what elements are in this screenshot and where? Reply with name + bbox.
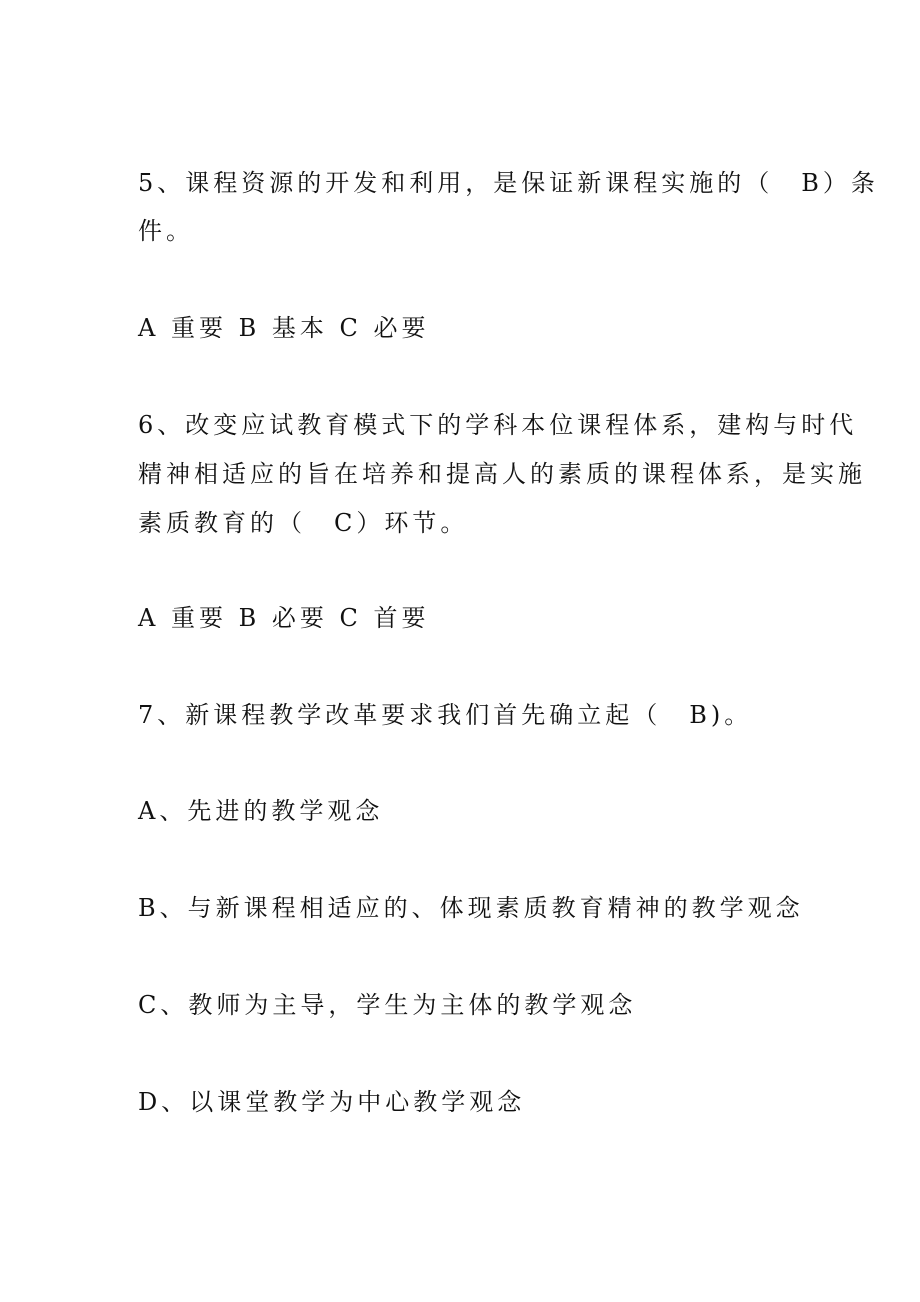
question-7-option-c: C、教师为主导，学生为主体的教学观念 [138,991,637,1019]
question-6-line-2: 精神相适应的旨在培养和提高人的素质的课程体系，是实施 [138,460,866,488]
question-7-line-1: 7、新课程教学改革要求我们首先确立起（ B)。 [138,701,753,729]
question-6-options: A 重要 B 必要 C 首要 [138,604,430,632]
question-5-line-2: 件。 [138,217,194,245]
question-5-options: A 重要 B 基本 C 必要 [138,314,430,342]
question-7-option-a: A、先进的教学观念 [138,797,384,825]
question-6-line-1: 6、改变应试教育模式下的学科本位课程体系，建构与时代 [138,411,858,439]
question-5-line-1: 5、课程资源的开发和利用，是保证新课程实施的（ B）条 [138,169,879,197]
question-6-line-3: 素质教育的（ C）环节。 [138,509,469,537]
question-7-option-b: B、与新课程相适应的、体现素质教育精神的教学观念 [138,894,804,922]
question-7-option-d: D、以课堂教学为中心教学观念 [138,1088,526,1116]
